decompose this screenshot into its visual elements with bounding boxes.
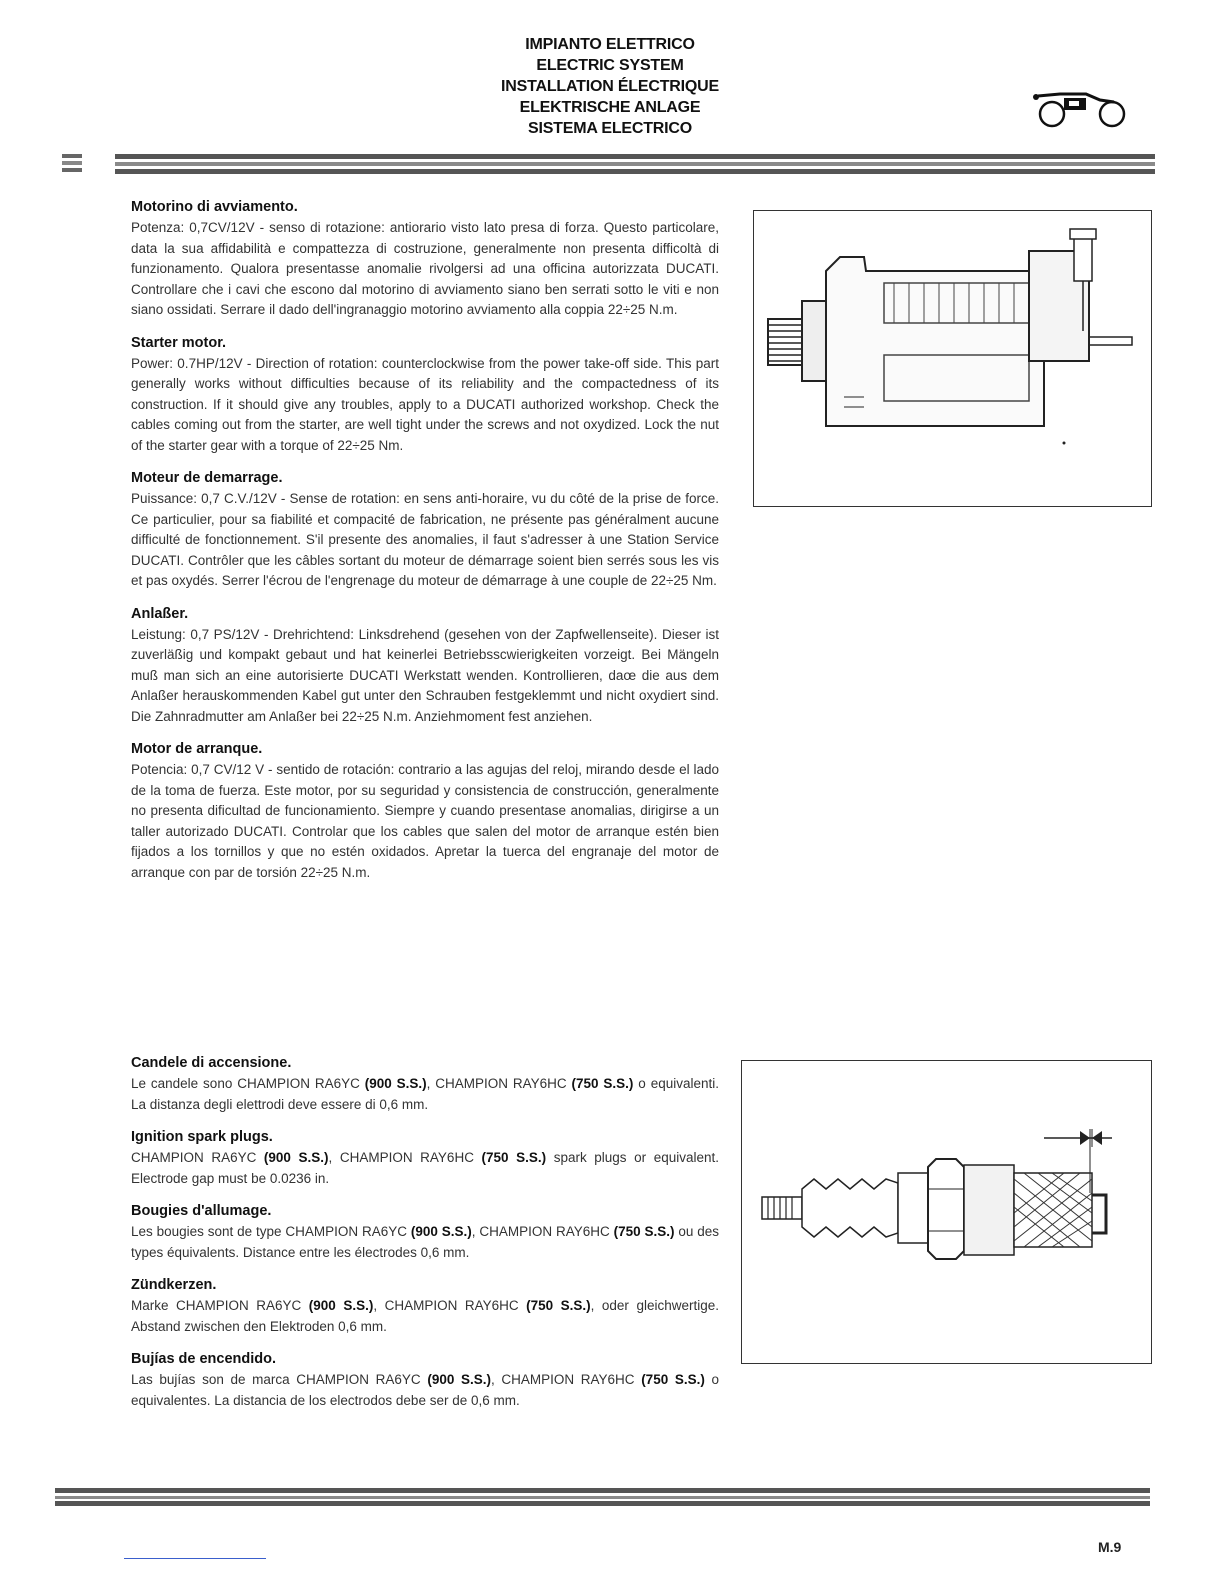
motorcycle-icon <box>1030 84 1130 130</box>
section-body: Leistung: 0,7 PS/12V - Drehrichtend: Linksdrehend (gesehen von der Zapfwellenseite). Dieser ist zuverläßig und kompakt gebaut und hat keinerlei Betriebsscwierigkeiten vorzeigt. Bei Mängeln muß man sich an eine autorisierte DUCATI Werkstatt wenden. Kontrollieren, daœ die aus dem Anlaßer herauskommenden Kabel gut unter den Schrauben festgeklemmt und nicht oxydiert sind. Die Zahnradmutter am Anlaßer bei 22÷25 N.m. Anziehmoment fest anziehen. <box>131 626 719 724</box>
section-title: Motorino di avviamento. <box>131 199 298 215</box>
starter-motor-drawing <box>754 211 1151 506</box>
register-marks <box>62 154 84 174</box>
starter-section-de <box>131 604 719 728</box>
section-title: Ignition spark plugs. <box>131 1129 273 1145</box>
section-body: Power: 0.7HP/12V - Direction of rotation: counterclockwise from the power take-off side. This part generally works without difficulties because of its reliability and the compactedness of its construction. If it should give any troubles, apply to a DUCATI authorized workshop. Check the cables coming out from the starter, are well tight under the screws and not oxydized. Lock the nut of the starter gear with a torque of 22÷25 Nm. <box>131 355 719 453</box>
plug-section-es <box>131 1349 719 1411</box>
section-body: Les bougies sont de type CHAMPION RA6YC (900 S.S.), CHAMPION RAY6HC (750 S.S.) ou des types équivalents. Distance entre les électrodes 0,6 mm. <box>131 1224 719 1260</box>
header-line-it: IMPIANTO ELETTRICO <box>525 36 695 53</box>
header-line-es: SISTEMA ELECTRICO <box>527 120 692 137</box>
section-header <box>440 34 780 139</box>
section-title: Motor de arranque. <box>131 741 263 757</box>
section-body: Marke CHAMPION RA6YC (900 S.S.), CHAMPION RAY6HC (750 S.S.), oder gleichwertige. Abstand zwischen den Elektroden 0,6 mm. <box>131 1298 719 1334</box>
plug-section-it <box>131 1053 719 1115</box>
starter-motor-text <box>131 197 719 895</box>
section-body: Puissance: 0,7 C.V./12V - Sense de rotation: en sens anti-horaire, vu du côté de la prise de force. Ce particulier, pour sa fiabilité et compacité de fabrication, ne présente pas généralment aucune difficulté de fonctionnement. S'il presente des anomalies, il faut s'adresser à une Station Service DUCATI. Contrôler que les câbles sortant du moteur de démarrage soient bien serrés sous les vis et pas oxydés. Serrer l'écrou de l'engrenage du moteur de démarrage à une couple de 22÷25 Nm. <box>131 491 719 588</box>
plug-section-fr <box>131 1201 719 1263</box>
section-title: Bougies d'allumage. <box>131 1203 272 1219</box>
spark-plug-drawing <box>742 1061 1151 1363</box>
header-line-fr: INSTALLATION ÉLECTRIQUE <box>501 78 719 95</box>
section-body: Potencia: 0,7 CV/12 V - sentido de rotación: contrario a las agujas del reloj, mirando desde el lado de la toma de fuerza. Este motor, por su seguridad y consistencia de construcción, generalmente no presenta dificultad de funcionamiento. Siempre y cuando presentase anomalias, dirigirse a un taller autorizado DUCATI. Controlar que los cables que salen del motor de arranque estén bien fijados a los tornillos y que no estén oxidados. Apretar la tuerca del engranaje del motor de arranque con par de torsión 22÷25 N.m. <box>131 762 719 880</box>
section-body: Potenza: 0,7CV/12V - senso di rotazione: antiorario visto lato presa di forza. Questo particolare, data la sua affidabilità e compattezza di costruzione, generalmente non presenta difficoltà di funzionamento. Qualora presentasse anomalie rivolgersi ad una officina autorizzata DUCATI. Controllare che i cavi che escono dal motorino di avviamento siano ben serrati sotto le viti e non siano ossidati. Serrare il dado dell'ingranaggio motorino avviamento alla coppia 22÷25 N.m. <box>131 220 719 317</box>
section-title: Bujías de encendido. <box>131 1351 277 1367</box>
starter-section-fr <box>131 468 719 592</box>
section-body: Las bujías son de marca CHAMPION RA6YC (900 S.S.), CHAMPION RAY6HC (750 S.S.) o equivalentes. La distancia de los electrodos debe ser de 0,6 mm. <box>131 1372 720 1408</box>
starter-section-en <box>131 333 719 457</box>
header-line-de: ELEKTRISCHE ANLAGE <box>519 99 701 116</box>
spark-plug-figure <box>741 1060 1152 1364</box>
section-title: Zündkerzen. <box>131 1277 217 1293</box>
top-divider <box>115 154 1155 176</box>
starter-motor-figure <box>753 210 1152 507</box>
section-title: Anlaßer. <box>131 605 189 622</box>
section-title: Starter motor. <box>131 334 227 351</box>
section-title: Candele di accensione. <box>131 1055 292 1071</box>
bottom-divider <box>55 1488 1150 1508</box>
section-title: Moteur de demarrage. <box>131 470 283 486</box>
section-body: CHAMPION RA6YC (900 S.S.), CHAMPION RAY6HC (750 S.S.) spark plugs or equivalent. Electrode gap must be 0.0236 in. <box>131 1150 719 1186</box>
plug-section-de <box>131 1275 719 1337</box>
section-body: Le candele sono CHAMPION RA6YC (900 S.S.), CHAMPION RAY6HC (750 S.S.) o equivalenti. La distanza degli elettrodi deve essere di 0,6 mm. <box>131 1076 719 1112</box>
starter-section-it <box>131 197 719 321</box>
starter-section-es <box>131 739 719 883</box>
plug-section-en <box>131 1127 719 1189</box>
page-number: M.9 <box>1098 1539 1122 1555</box>
underline-link[interactable] <box>124 1558 266 1559</box>
header-line-en: ELECTRIC SYSTEM <box>536 57 684 74</box>
spark-plug-text <box>131 1053 719 1423</box>
